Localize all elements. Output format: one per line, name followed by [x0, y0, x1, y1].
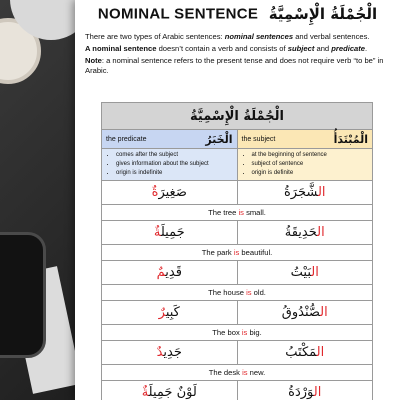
intro-text-span: and verbal sentences. [293, 32, 370, 41]
intro-emphasis: nominal sentences [224, 32, 294, 41]
intro-text-span: and [314, 44, 332, 53]
list-item: • at the beginning of sentence [252, 151, 369, 160]
subject-header [237, 130, 373, 149]
intro-emphasis: Note [85, 56, 102, 65]
intro-text-span: . [365, 44, 368, 53]
subject-word [237, 261, 373, 285]
definite-article: ال [320, 305, 328, 320]
definite-article: ال [316, 345, 325, 360]
predicate-word [102, 341, 238, 365]
translation [102, 205, 373, 221]
predicate-stem: جَدِي [163, 345, 182, 360]
subject-stem: شَّجَرَةُ [283, 185, 318, 200]
page-title [75, 5, 400, 27]
verb-to-be: is [246, 288, 252, 297]
translation-text: new. [247, 368, 266, 377]
subject-word [237, 181, 373, 205]
predicate-stem: لَوْنٌ جَمِيلَ [148, 385, 197, 400]
worksheet-page [75, 0, 400, 400]
list-item: • subject of sentence [252, 160, 369, 169]
predicate-ending: دٌ [156, 345, 164, 360]
translation-text: old. [251, 288, 266, 297]
translation-text: The park [201, 248, 234, 257]
predicate-stem: قَدِي [165, 265, 182, 280]
list-item: • gives information about the subject [116, 160, 233, 169]
subject-label: the subject [241, 135, 276, 143]
intro-emphasis: subject [287, 44, 315, 53]
predicate-ending: ةٌ [153, 225, 161, 240]
translation-text: beautiful. [239, 248, 273, 257]
verb-to-be: is [241, 328, 248, 337]
subject-notes [237, 149, 373, 181]
predicate-header [102, 130, 238, 149]
definite-article: ال [313, 385, 322, 400]
predicate-ending: رٌ [158, 305, 166, 320]
predicate-arabic: الْخَبَرُ [205, 132, 233, 146]
translation-text: small. [243, 208, 266, 217]
predicate-word [102, 221, 238, 245]
predicate-word [102, 261, 238, 285]
translation [102, 285, 373, 301]
predicate-label: the predicate [106, 135, 147, 143]
predicate-stem: كَبِي [165, 305, 180, 320]
predicate-ending: مٌ [156, 265, 166, 280]
translation [102, 325, 373, 341]
predicate-word [102, 381, 238, 400]
definite-article: ال [311, 265, 319, 280]
list-item: • origin is definite [252, 169, 369, 178]
definite-article: ال [317, 185, 326, 200]
verb-to-be: is [242, 368, 248, 377]
subject-word [237, 301, 373, 325]
verb-to-be: is [238, 208, 244, 217]
intro-text [85, 32, 390, 77]
subject-stem: مَكْتَبُ [285, 345, 317, 360]
predicate-word [102, 301, 238, 325]
translation [102, 365, 373, 381]
translation [102, 245, 373, 261]
intro-paragraph-note [85, 56, 390, 76]
translation-text: big. [247, 328, 262, 337]
table-header: الْجُمْلَةُ الْإِسْمِيَّةُ [102, 103, 373, 130]
intro-emphasis: A nominal sentence [85, 44, 157, 53]
predicate-ending: ةٌ [151, 185, 159, 200]
subject-arabic: الْمُبْتَدَأُ [333, 132, 368, 146]
verb-to-be: is [233, 248, 240, 257]
translation-text: The box [212, 328, 242, 337]
list-item: • origin is indefinite [116, 169, 233, 178]
definite-article: ال [317, 225, 325, 240]
intro-emphasis: predicate [331, 44, 366, 53]
intro-text-span: doesn’t contain a verb and consists of [156, 44, 288, 53]
subject-stem: حَدِيقَةُ [284, 225, 318, 240]
intro-text-span: : a nominal sentence refers to the present tense and does not require verb “to be” in Arabic. [85, 56, 384, 75]
predicate-ending: ةٌ [141, 385, 149, 400]
title-english: NOMINAL SENTENCE [97, 5, 259, 23]
subject-stem: صُّنْدُوقُ [281, 305, 321, 320]
subject-word [237, 381, 373, 400]
subject-word [237, 221, 373, 245]
title-arabic: الْجُمْلَةُ الْإِسْمِيَّةُ [268, 5, 378, 23]
predicate-notes [102, 149, 238, 181]
list-item: • comes after the subject [116, 151, 233, 160]
intro-paragraph-types [85, 32, 390, 42]
subject-stem: بَيْتُ [290, 265, 312, 280]
device-decoration [0, 232, 46, 358]
predicate-stem: جَمِيلَ [160, 225, 185, 240]
intro-paragraph-definition [85, 44, 390, 54]
translation-text: The tree [208, 208, 239, 217]
predicate-word [102, 181, 238, 205]
intro-text-span: There are two types of Arabic sentences: [85, 32, 225, 41]
subject-stem: وَرْدَةُ [288, 385, 314, 400]
nominal-sentence-table [101, 102, 373, 400]
translation-text: The desk [208, 368, 243, 377]
predicate-stem: صَغِيرَ [158, 185, 187, 200]
subject-word [237, 341, 373, 365]
translation-text: The house [208, 288, 247, 297]
